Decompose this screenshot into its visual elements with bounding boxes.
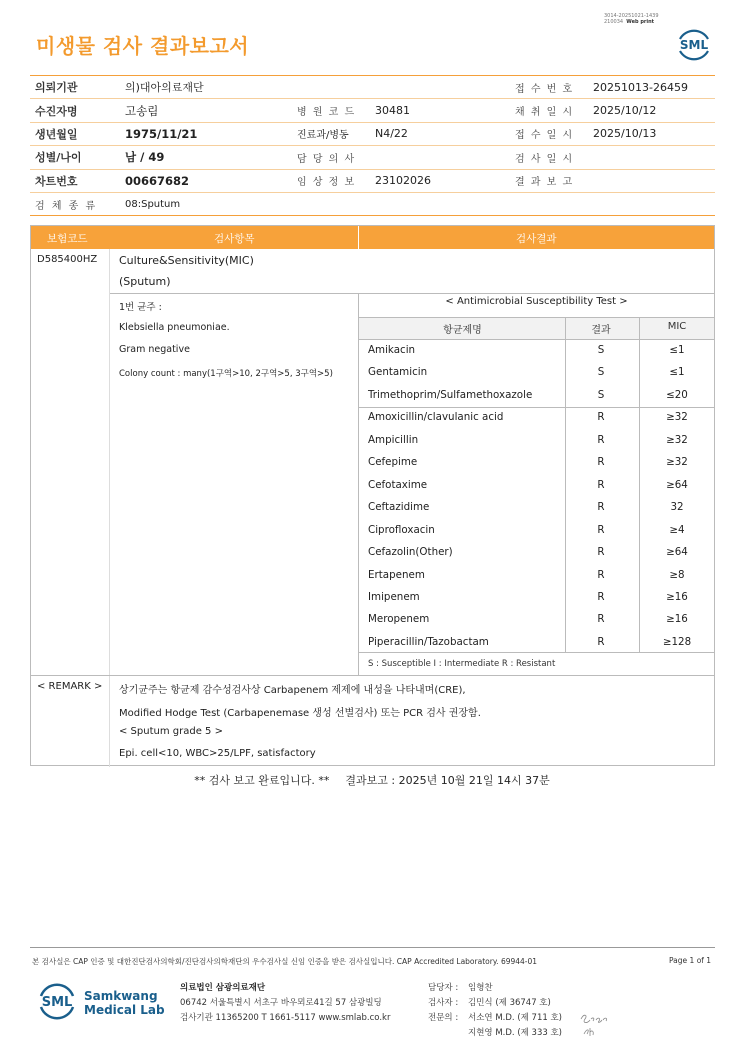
document-code (604, 13, 659, 25)
value-sex-age: 남 / 49 (125, 150, 165, 165)
label-birth-date: 생년월일 (35, 127, 78, 141)
ast-col-drug: 항균제명 (443, 325, 482, 336)
ast-drug-result: R (597, 523, 605, 536)
result-table-header (31, 226, 714, 249)
label-patient-name: 수진자명 (35, 104, 78, 118)
label-test-date: 검 사 일 시 (515, 153, 574, 165)
header-item: 검사항목 (214, 233, 255, 245)
staff-name: 서소연 M.D. (제 711 호) (468, 1013, 563, 1023)
value-birth-date: 1975/11/21 (125, 126, 198, 141)
brand-name (84, 989, 165, 1017)
value-accession-no: 20251013-26459 (593, 80, 688, 94)
result-table (30, 225, 715, 766)
divider (358, 226, 359, 249)
staff-role: 검사자 : (428, 998, 459, 1008)
ast-drug-result: S (597, 344, 605, 356)
corp-contact: 검사기관 11365200 T 1661-5117 www.smlab.co.kr (180, 1013, 391, 1023)
signature-icon (578, 1010, 612, 1040)
ast-drug-name: Ampicillin (368, 433, 419, 446)
ast-drug-result: R (597, 411, 605, 424)
code-line-2: 210034 (604, 19, 624, 25)
value-patient-name: 고송림 (125, 103, 159, 118)
ast-drug-name: Meropenem (368, 613, 430, 626)
ast-drug-mic: ≥16 (666, 613, 688, 626)
value-received-date: 2025/10/13 (593, 127, 657, 141)
info-row (30, 76, 715, 99)
ast-drug-mic: ≥4 (669, 523, 685, 536)
ast-drug-mic: ≥64 (666, 478, 688, 491)
remark-label: < REMARK > (37, 681, 103, 692)
ast-title: < Antimicrobial Susceptibility Test > (445, 296, 628, 307)
divider (110, 293, 714, 294)
ast-drug-name: Cefepime (368, 456, 418, 469)
remark-line: Modified Hodge Test (Carbapenemase 생성 선별검사) 또는 PCR 검사 권장함. (119, 708, 481, 719)
brand-line-1: Samkwang (84, 989, 158, 1003)
value-chart-no: 00667682 (125, 173, 190, 188)
staff-name: 김민식 (제 36747 호) (468, 998, 551, 1008)
ast-drug-mic: 32 (670, 501, 684, 514)
organism-name: Klebsiella pneumoniae. (119, 322, 230, 333)
ast-legend: S : Susceptible I : Intermediate R : Resistant (368, 659, 556, 669)
divider (31, 675, 714, 676)
remark-line: < Sputum grade 5 > (119, 726, 223, 737)
ast-drug-mic: ≥8 (669, 568, 685, 581)
staff-role: 담당자 : (428, 983, 459, 993)
ast-drug-result: R (597, 590, 605, 603)
logo-text: SML (679, 38, 709, 52)
sml-logo-icon (36, 980, 78, 1022)
ast-drug-result: S (597, 366, 605, 379)
ast-drug-result: R (597, 635, 605, 648)
brand-line-2: Medical Lab (84, 1003, 165, 1017)
page-number: Page 1 of 1 (669, 956, 712, 965)
corporation-info (180, 981, 390, 1026)
ast-drug-result: R (597, 456, 605, 469)
label-specimen: 검 체 종 류 (35, 200, 98, 212)
ast-drug-mic: ≥128 (662, 635, 692, 648)
info-row (30, 146, 715, 169)
corp-address: 06742 서울특별시 서초구 바우뫼로41길 57 삼광빌딩 (180, 998, 382, 1008)
test-item-name: Culture&Sensitivity(MIC) (119, 254, 254, 267)
ast-drug-name: Cefotaxime (368, 478, 428, 491)
info-row (30, 99, 715, 122)
ast-drug-result: S (597, 388, 605, 401)
ast-drug-mic: ≥64 (666, 546, 688, 559)
header-result: 검사결과 (516, 233, 557, 245)
gram-stain: Gram negative (119, 344, 190, 355)
ast-drug-mic: ≥16 (666, 590, 688, 603)
web-print-label: Web print (626, 19, 655, 25)
ast-drug-mic: ≥32 (666, 411, 688, 424)
value-department: N4/22 (375, 127, 408, 141)
divider (359, 339, 714, 340)
test-item-specimen: (Sputum) (119, 275, 171, 288)
ast-drug-name: Cefazolin(Other) (368, 546, 453, 559)
info-row (30, 193, 715, 216)
ast-drug-result: R (597, 501, 605, 514)
label-accession-no: 접 수 번 호 (515, 83, 574, 95)
label-sex-age: 성별/나이 (35, 151, 82, 165)
label-clinical-info: 임 상 정 보 (297, 177, 356, 189)
ast-drug-name: Ertapenem (368, 568, 425, 581)
ast-drug-name: Ciprofloxacin (368, 523, 435, 536)
colony-count: Colony count : many(1구역>10, 2구역>5, 3구역>5) (119, 369, 333, 379)
divider (359, 407, 714, 408)
ast-drug-result: R (597, 568, 605, 581)
divider (109, 249, 110, 767)
ast-drug-mic: ≤1 (669, 344, 685, 356)
staff-list (428, 981, 562, 1041)
label-department: 진료과/병동 (297, 130, 349, 142)
report-time-text: 결과보고 : 2025년 10월 21일 14시 37분 (345, 774, 550, 787)
value-collection-date: 2025/10/12 (593, 104, 657, 118)
label-physician: 담 당 의 사 (297, 153, 356, 165)
header-code: 보험코드 (47, 233, 88, 245)
ast-drug-name: Amoxicillin/clavulanic acid (368, 411, 504, 424)
ast-drug-name: Imipenem (368, 590, 420, 603)
report-done-text: ** 검사 보고 완료입니다. ** (194, 774, 330, 787)
ast-drug-result: R (597, 433, 605, 446)
staff-name: 임형찬 (468, 983, 493, 993)
report-complete-note (0, 772, 744, 788)
logo-text: SML (41, 995, 73, 1010)
code-line-1: 3014-20251021-1439 (604, 13, 659, 19)
isolate-label: 1번 균주 : (119, 302, 162, 313)
value-specimen: 08:Sputum (125, 198, 181, 210)
page-title: 미생물 검사 결과보고서 (36, 34, 250, 58)
ast-drug-result: R (597, 546, 605, 559)
divider (359, 652, 714, 653)
insurance-code: D585400HZ (37, 254, 98, 265)
divider (358, 293, 359, 676)
footer-divider (30, 947, 715, 948)
label-received-date: 접 수 일 시 (515, 130, 574, 142)
value-requester: 의)대아의료재단 (125, 81, 204, 95)
label-report-date: 결 과 보 고 (515, 177, 574, 189)
staff-name: 지현영 M.D. (제 333 호) (468, 1028, 563, 1038)
ast-drug-name: Trimethoprim/Sulfamethoxazole (368, 388, 533, 401)
ast-drug-mic: ≥32 (666, 456, 688, 469)
ast-drug-result: R (597, 613, 605, 626)
patient-info (30, 75, 715, 216)
corp-name: 의료법인 삼광의료재단 (180, 983, 266, 993)
ast-drug-mic: ≥32 (666, 433, 688, 446)
label-hospital-code: 병 원 코 드 (297, 107, 356, 119)
info-row (30, 170, 715, 193)
remark-line: 상기균주는 항균제 감수성검사상 Carbapenem 제제에 내성을 나타내며(CRE), (119, 685, 466, 696)
cap-accreditation-note: 본 검사실은 CAP 인증 및 대한진단검사의학회/진단검사의학재단의 우수검사실 신임 인증을 받은 검사실입니다. CAP Accredited Laboratory. 69944-01 (32, 957, 538, 966)
sml-logo-icon (674, 25, 714, 63)
label-requester: 의뢰기관 (35, 81, 78, 95)
ast-drug-name: Gentamicin (368, 366, 428, 379)
ast-drug-result: R (597, 478, 605, 491)
staff-role: 전문의 : (428, 1013, 459, 1023)
ast-drug-mic: ≤20 (666, 388, 688, 401)
ast-col-mic: MIC (667, 321, 687, 332)
value-clinical-info: 23102026 (375, 174, 431, 188)
ast-col-result: 결과 (591, 325, 611, 336)
label-chart-no: 차트번호 (35, 174, 78, 188)
ast-drug-name: Amikacin (368, 344, 416, 356)
ast-drug-mic: ≤1 (669, 366, 685, 379)
label-collection-date: 채 취 일 시 (515, 107, 574, 119)
value-hospital-code: 30481 (375, 104, 410, 118)
remark-line: Epi. cell<10, WBC>25/LPF, satisfactory (119, 748, 316, 759)
ast-drug-name: Piperacillin/Tazobactam (368, 635, 489, 648)
info-row (30, 123, 715, 146)
ast-drug-name: Ceftazidime (368, 501, 430, 514)
